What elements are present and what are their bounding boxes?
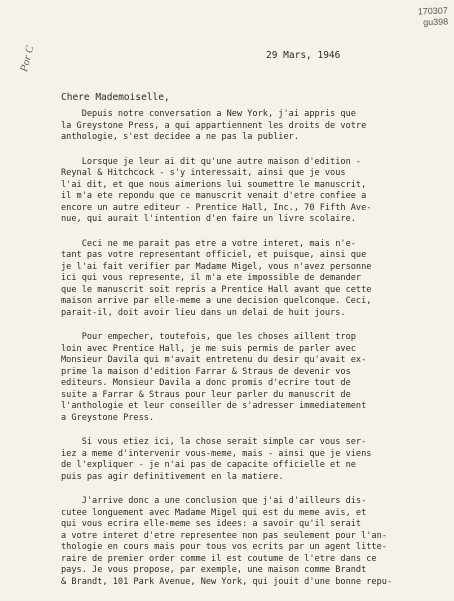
letter-line: anthologie, s'est decidee a ne pas la publier.: [61, 132, 299, 142]
archive-code-line: 170307: [417, 5, 448, 17]
letter-line: raire de premier order comme il est coutume de l'etre dans ce: [61, 553, 377, 564]
letter-line: J'arrive donc a une conclusion que j'ai d'ailleurs dis-: [61, 496, 367, 506]
letter-line: que le manuscrit soit repris a Prentice Hall avant que cette: [61, 284, 372, 295]
letter-line: il m'a ete repondu que ce manuscrit venait d'etre confiee a: [61, 191, 367, 201]
letter-paragraph: [61, 157, 441, 226]
letter-salutation: Chere Mademoiselle,: [61, 92, 170, 103]
letter-line: de l'expliquer - je n'ai pas de capacite officielle et ne: [61, 460, 356, 470]
letter-line: encore un autre editeur - Prentice Hall, Inc., 70 Fifth Ave-: [61, 202, 372, 213]
letter-line: Lorsque je leur ai dit qu'une autre maison d'edition -: [61, 156, 362, 167]
letter-line: nue, qui aurait l'intention d'en faire un livre scolaire.: [61, 214, 356, 224]
letter-line: editeurs. Monsieur Davila a donc promis d'ecrire tout de: [61, 378, 351, 388]
letter-line: thologie en cours mais pour tous vos ecrits par un agent litte-: [61, 542, 387, 552]
letter-line: Pour empecher, toutefois, que les choses aillent trop: [61, 332, 356, 342]
letter-line: Monsieur Davila qui m'avait entretenu du desir qu'avait ex-: [61, 355, 367, 365]
letter-line: loin avec Prentice Hall, je me suis permis de parler avec: [61, 343, 356, 354]
letter-line: pays. Je vous propose, par exemple, une maison comme Brandt: [61, 565, 367, 575]
letter-paragraph: [61, 239, 441, 320]
letter-line: Depuis notre conversation a New York, j'ai appris que: [61, 109, 356, 119]
letter-paragraph: [61, 437, 441, 483]
letter-paragraph: [61, 332, 441, 424]
letter-line: l'ai dit, et que nous aimerions lui soumettre le manuscrit,: [61, 179, 367, 190]
letter-line: a votre interet d'etre representee non pas seulement pour l'an-: [61, 530, 387, 541]
letter-line: je l'ai fait verifier par Madame Migel, vous n'avez personne: [61, 261, 372, 272]
letter-line: ici qui vous represente, il m'a ete impossible de demander: [61, 273, 362, 283]
letter-line: a Greystone Press.: [61, 412, 155, 423]
letter-line: & Brandt, 101 Park Avenue, New York, qui jouit d'une bonne repu-: [61, 576, 393, 587]
letter-line: suite a Farrar & Straus pour leur parler du manuscrit de: [61, 389, 351, 400]
letter-line: maison arrive par elle-meme a une decision quelconque. Ceci,: [61, 296, 372, 306]
letter-line: qui vous ecrira elle-meme ses idees: a savoir qu'il serait: [61, 519, 362, 529]
letter-line: Reynal & Hitchcock - s'y interessait, ainsi que je vous: [61, 168, 346, 178]
letter-line: Si vous etiez ici, la chose serait simple car vous ser-: [61, 437, 367, 447]
letter-body: [61, 109, 441, 601]
letter-date: 29 Mars, 1946: [266, 50, 341, 61]
letter-line: la Greystone Press, a qui appartiennent les droits de votre: [61, 120, 367, 131]
letter-paragraph: [61, 496, 441, 588]
letter-line: iez a meme d'intervenir vous-meme, mais - ainsi que je viens: [61, 448, 372, 459]
letter-line: l'anthologie et leur conseiller de s'adresser immediatement: [61, 401, 367, 411]
letter-line: Ceci ne me parait pas etre a votre interet, mais n'e-: [61, 238, 356, 249]
letter-line: cutee longuement avec Madame Migel qui est du meme avis, et: [61, 507, 367, 518]
letter-line: puis pas agir definitivement en la matiere.: [61, 471, 284, 482]
handwritten-margin-note: Por C: [18, 44, 37, 74]
archive-code-line: gu398: [422, 16, 449, 28]
letter-line: tant pas votre representant officiel, et puisque, ainsi que: [61, 250, 367, 260]
letter-paragraph: [61, 109, 441, 144]
letter-line: parait-il, doit avoir lieu dans un delai de huit jours.: [61, 307, 346, 318]
letter-line: prime la maison d'edition Farrar & Straus de devenir vos: [61, 366, 351, 377]
archive-code: [418, 5, 449, 28]
